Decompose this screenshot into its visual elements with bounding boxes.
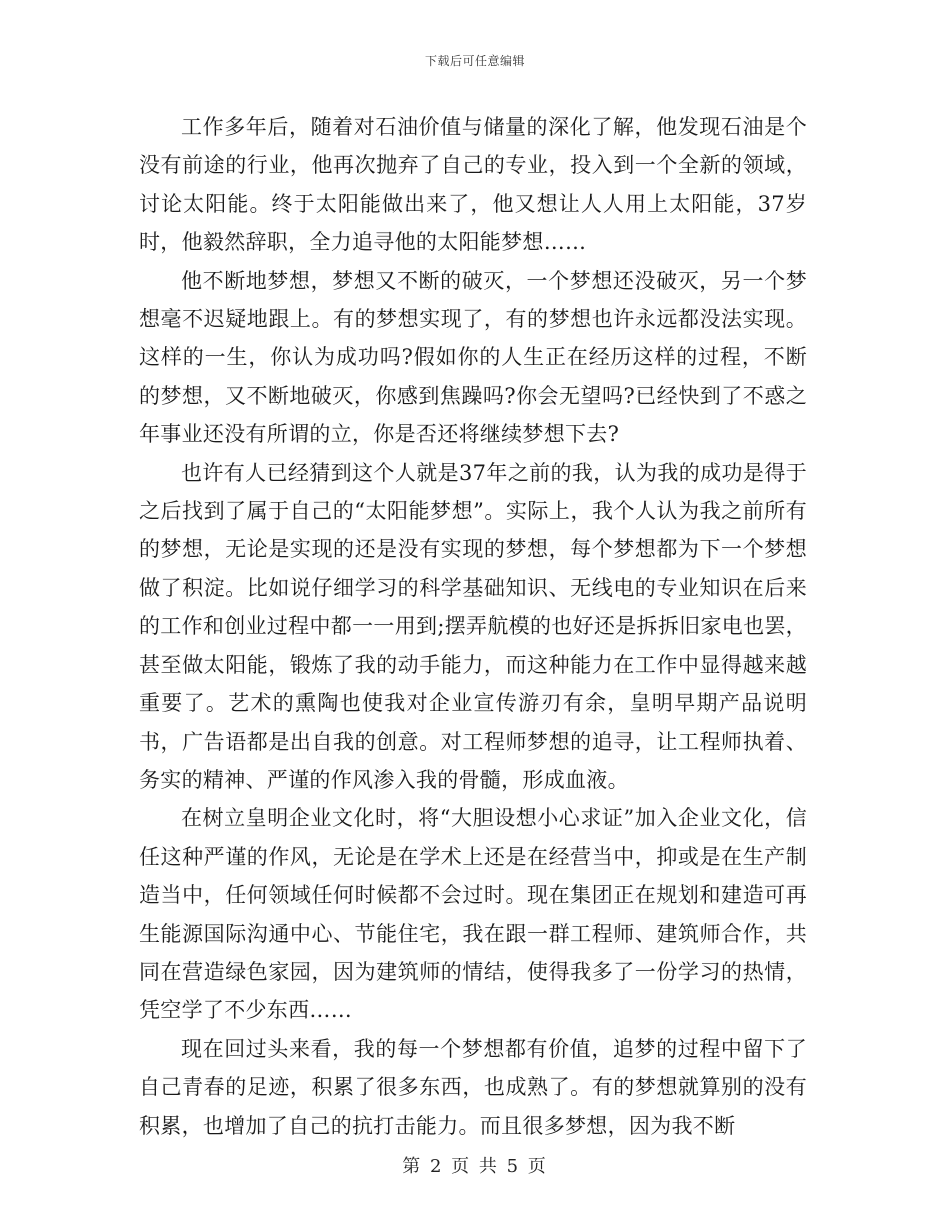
paragraph-2: 他不断地梦想，梦想又不断的破灭，一个梦想还没破灭，另一个梦想毫不迟疑地跟上。有的梦想实现了，有的梦想也许永远都没法实现。这样的一生，你认为成功吗?假如你的人生正在经历这样的过程，不断的梦想，又不断地破灭，你感到焦躁吗?你会无望吗?已经快到了不惑之年事业还没有所谓的立，你是否还将继续梦想下去? [139,268,807,447]
paragraph-5: 现在回过头来看，我的每一个梦想都有价值，追梦的过程中留下了自己青春的足迹，积累了很多东西，也成熟了。有的梦想就算别的没有积累，也增加了自己的抗打击能力。而且很多梦想，因为我不断 [139,1036,807,1138]
page-header: 下载后可任意编辑 [424,54,525,68]
paragraph-4: 在树立皇明企业文化时，将“大胆设想小心求证”加入企业文化，信任这种严谨的作风，无论是在学术上还是在经营当中，抑或是在生产制造当中，任何领域任何时候都不会过时。现在集团正在规划和建造可再生能源国际沟通中心、节能住宅，我在跟一群工程师、建筑师合作，共同在营造绿色家园，因为建筑师的情结，使得我多了一份学习的热情，凭空学了不少东西…… [139,806,807,1023]
paragraph-1: 工作多年后，随着对石油价值与储量的深化了解，他发现石油是个没有前途的行业，他再次抛弃了自己的专业，投入到一个全新的领域，讨论太阳能。终于太阳能做出来了，他又想让人人用上太阳能，37岁时，他毅然辞职，全力追寻他的太阳能梦想…… [139,115,807,255]
paragraph-3: 也许有人已经猜到这个人就是37年之前的我，认为我的成功是得于之后找到了属于自己的“太阳能梦想”。实际上，我个人认为我之前所有的梦想，无论是实现的还是没有实现的梦想，每个梦想都为下一个梦想做了积淀。比如说仔细学习的科学基础知识、无线电的专业知识在后来的工作和创业过程中都一一用到;摆弄航模的也好还是拆拆旧家电也罢，甚至做太阳能，锻炼了我的动手能力，而这种能力在工作中显得越来越重要了。艺术的熏陶也使我对企业宣传游刃有余，皇明早期产品说明书，广告语都是出自我的创意。对工程师梦想的追寻，让工程师执着、务实的精神、严谨的作风渗入我的骨髓，形成血液。 [139,460,807,792]
page-footer: 第 2 页 共 5 页 [402,1156,548,1177]
document-body [139,108,807,1145]
